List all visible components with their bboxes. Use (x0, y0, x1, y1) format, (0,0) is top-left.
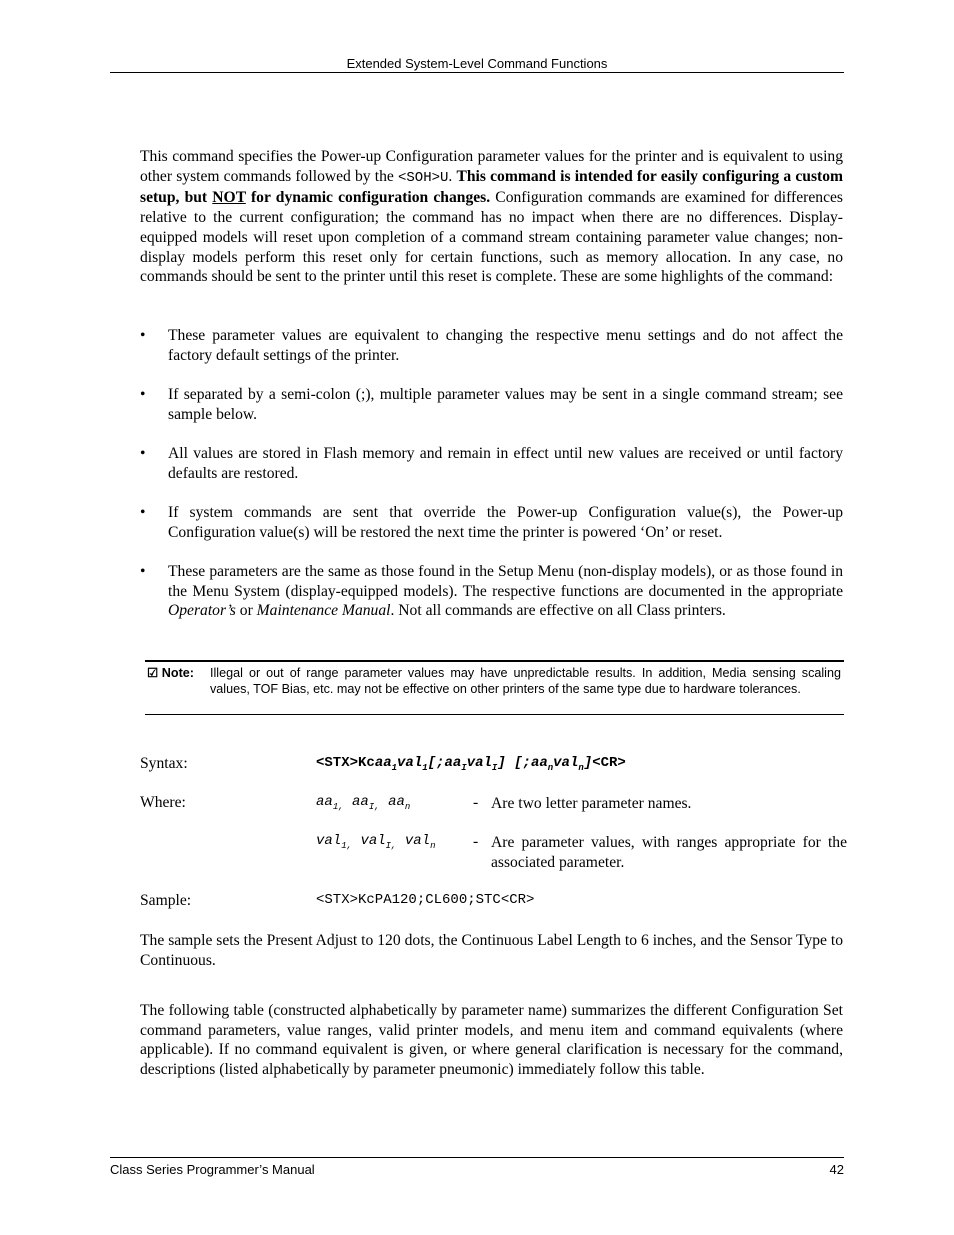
bullet-item: • If separated by a semi-colon (;), multiple parameter values may be sent in a single command stream; see sample below. (140, 386, 843, 423)
note-box (145, 660, 844, 715)
closing-paragraph: The following table (constructed alphabetically by parameter name) summarizes the different Configuration Set command parameters, value ranges, valid printer models, and menu item and command equivalents (where applicable). If no command equivalent is given, or where general clarification is necessary for the command, descriptions (listed alphabetically by parameter pneumonic) immediately follow this table. (140, 1002, 843, 1079)
note-text: Illegal or out of range parameter values may have unpredictable results. In addition, Media sensing scaling values, TOF Bias, etc. may not be effective on other printers of the same type due to hardware tolerances. (210, 666, 841, 696)
bullet-icon: • (140, 327, 146, 344)
bullet-item: • If system commands are sent that override the Power-up Configuration value(s), the Power-up Configuration value(s) will be restored the next time the printer is powered ‘On’ or reset. (140, 504, 843, 541)
running-header: Extended System-Level Command Functions (346, 56, 608, 71)
note-label: ☑ Note: (147, 666, 194, 680)
sample-label: Sample: (140, 892, 192, 909)
where-label: Where: (140, 794, 186, 811)
bullet-item: • These parameters are the same as those found in the Setup Menu (non-display models), or as those found in the Menu System (display-equipped models). The respective functions are documented in the appropriate Operator’s or Maintenance Manual. Not all commands are effective on all Class printers. (140, 563, 843, 620)
footer-rule (110, 1157, 844, 1158)
bullet-icon: • (140, 386, 146, 403)
sample-explanation: The sample sets the Present Adjust to 120 dots, the Continuous Label Length to 6 inches, and the Sensor Type to Continuous. (140, 932, 843, 969)
intro-paragraph: This command specifies the Power-up Configuration parameter values for the printer and is equivalent to using other system commands followed by the <SOH>U. This command is intended for easily configuring a custom setup, but NOT for dynamic configuration changes. Configuration commands are examined for differences relative to the current configuration; the command has no impact when there are no differences. Display-equipped models will reset upon completion of a command stream containing parameter value changes; non-display models perform this reset only for certain functions, such as memory allocation. In any case, no commands should be sent to the printer until this reset is complete. These are some highlights of the command: (140, 148, 844, 286)
soh-code: <SOH>U (397, 169, 449, 186)
where-dash: - (473, 794, 479, 811)
footer (110, 1162, 844, 1177)
bullet-icon: • (140, 504, 146, 521)
where-term-val: val$_{1,}$ val$_{I,}$ val$_n$ (316, 833, 436, 851)
bullet-item: • All values are stored in Flash memory and remain in effect until new values are received or until factory defaults are restored. (140, 445, 843, 482)
footer-title: Class Series Programmer’s Manual (110, 1162, 315, 1177)
syntax-code: $<STX>Kcaa_1val_1[;aa_Ival_I]$ $[;aa_nval_n]<CR>$ (316, 755, 626, 773)
bullet-icon: • (140, 445, 146, 462)
where-dash: - (473, 833, 479, 850)
bullet-item: • These parameter values are equivalent to changing the respective menu settings and do not affect the factory default settings of the printer. (140, 327, 843, 364)
syntax-label: Syntax: (140, 755, 188, 772)
where-desc-val: Are parameter values, with ranges appropriate for the associated parameter. (491, 834, 847, 871)
bullet-icon: • (140, 563, 146, 580)
header-rule (110, 72, 844, 73)
where-desc-aa: Are two letter parameter names. (491, 795, 692, 812)
sample-code: <STX>KcPA120;CL600;STC<CR> (316, 892, 535, 908)
where-term-aa: $aa_{1,}$ $aa_{I,}$ $aa_n$ (316, 794, 411, 812)
page-number: 42 (829, 1162, 844, 1177)
